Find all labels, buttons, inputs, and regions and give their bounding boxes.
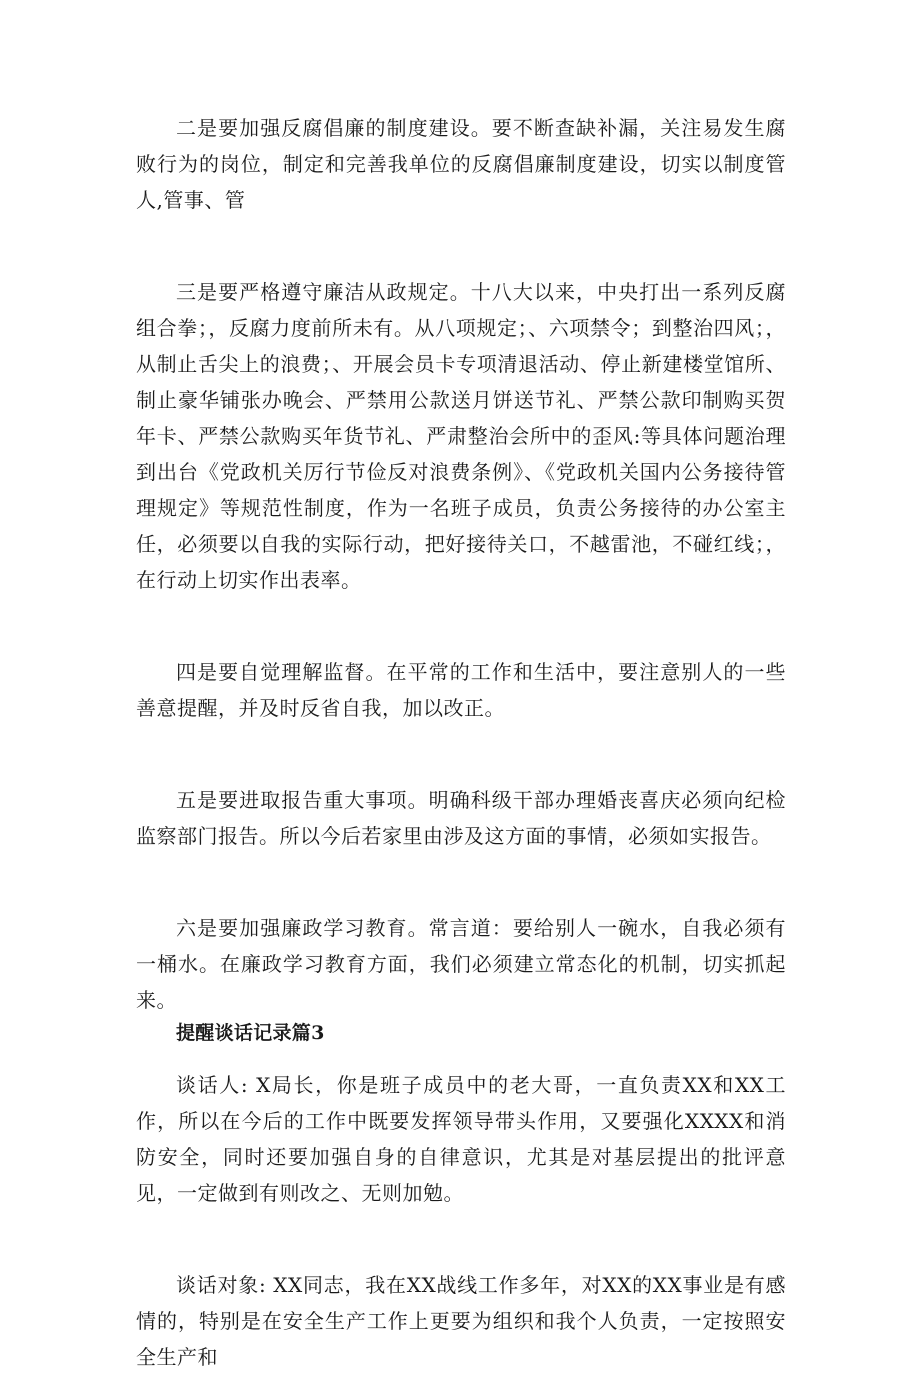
paragraph-report-matters: 五是要进取报告重大事项。明确科级干部办理婚丧喜庆必须向纪检监察部门报告。所以今后若家里由涉及这方面的事情，必须如实报告。 bbox=[136, 788, 786, 848]
paragraph-institution-building: 二是要加强反腐倡廉的制度建设。要不断查缺补漏，关注易发生腐败行为的岗位，制定和完善我单位的反腐倡廉制度建设，切实以制度管人,管事、管 bbox=[136, 116, 786, 212]
paragraph-talk-subject-response: 谈话对象: XX同志，我在XX战线工作多年，对XX的XX事业是有感情的，特别是在安全生产工作上更要为组织和我个人负责，一定按照安全生产和 bbox=[136, 1273, 786, 1369]
paragraph-integrity-education: 六是要加强廉政学习教育。常言道：要给别人一碗水，自我必须有一桶水。在廉政学习教育方面，我们必须建立常态化的机制，切实抓起来。 bbox=[136, 916, 786, 1012]
paragraph-talker-statement: 谈话人: X局长，你是班子成员中的老大哥，一直负责XX和XX工作，所以在今后的工作中既要发挥领导带头作用，又要强化XXXX和消防安全，同时还要加强自身的自律意识，尤其是对基层提出的批评意见，一定做到有则改之、无则加勉。 bbox=[136, 1073, 786, 1205]
section-heading: 提醒谈话记录篇3 bbox=[176, 1022, 325, 1044]
paragraph-integrity-rules: 三是要严格遵守廉洁从政规定。十八大以来，中央打出一系列反腐组合拳；，反腐力度前所未有。从八项规定；、六项禁令；到整治四风；，从制止舌尖上的浪费；、开展会员卡专项清退活动、停止新建楼堂馆所、制止豪华铺张办晚会、严禁用公款送月饼送节礼、严禁公款印制购买贺年卡、严禁公款购买年货节礼、严肃整治会所中的歪风:等具体问题治理到出台《党政机关厉行节俭反对浪费条例》、《党政机关国内公务接待管理规定》等规范性制度，作为一名班子成员，负责公务接待的办公室主任，必须要以自我的实际行动，把好接待关口，不越雷池，不碰红线；，在行动上切实作出表率。 bbox=[136, 280, 786, 592]
paragraph-accept-supervision: 四是要自觉理解监督。在平常的工作和生活中，要注意别人的一些善意提醒，并及时反省自我，加以改正。 bbox=[136, 660, 786, 720]
